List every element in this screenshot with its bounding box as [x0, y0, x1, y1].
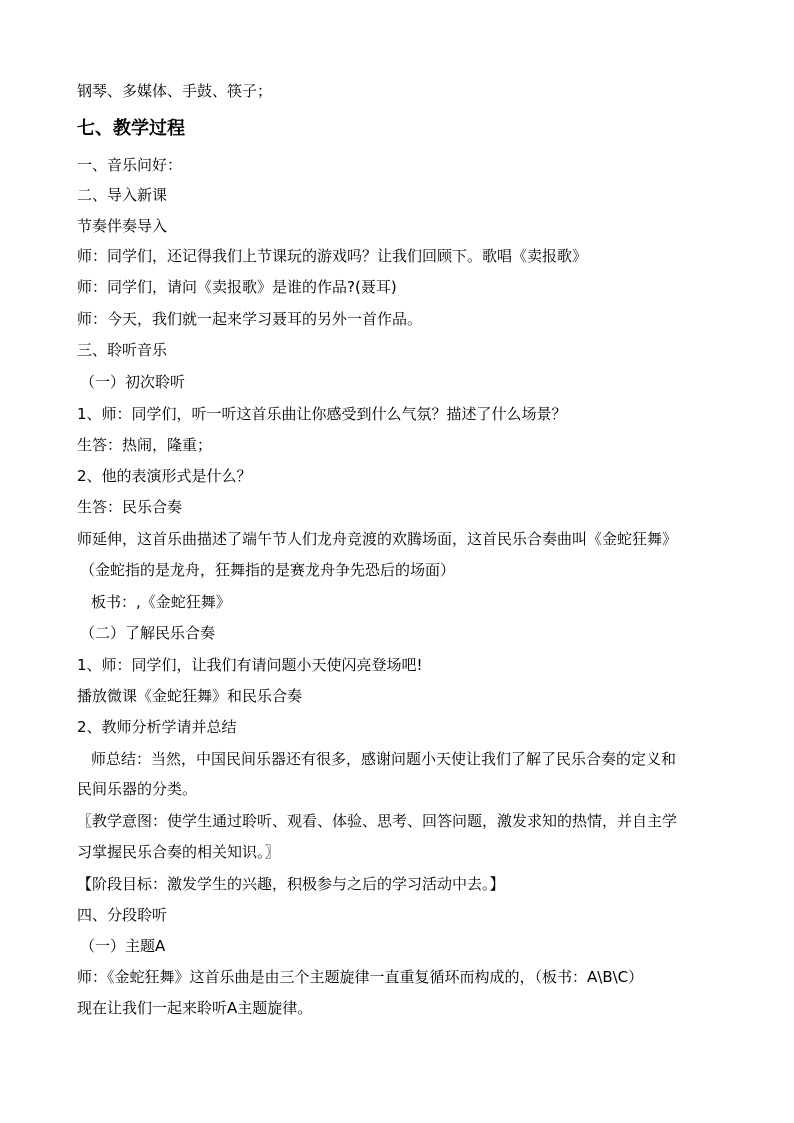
teacher-summary-line-2: 民间乐器的分类。	[77, 780, 198, 798]
question-line-2: 2、他的表演形式是什么？	[77, 467, 252, 485]
step-listening: 三、聆听音乐	[77, 341, 168, 359]
explanation-line: （金蛇指的是龙舟，狂舞指的是赛龙舟争先恐后的场面）	[80, 561, 456, 579]
stage-goal-line: 【阶段目标：激发学生的兴趣，积极参与之后的学习活动中去。】	[77, 875, 505, 893]
teacher-theme-line: 师：《金蛇狂舞》这首乐曲是由三个主题旋律一直重复循环而构成的，（板书：A\B\C）	[77, 968, 644, 986]
student-answer-2: 生答：民乐合奏	[77, 498, 183, 516]
subsection-theme-a: （一）主题A	[80, 937, 166, 955]
listen-theme-a-line: 现在让我们一起来聆听A主题旋律。	[77, 999, 313, 1017]
teaching-intent-line-2: 习掌握民乐合奏的相关知识。〗	[77, 843, 280, 861]
teacher-summary-line-1: 师总结：当然，中国民间乐器还有很多，感谢问题小天使让我们了解了民乐合奏的定义和	[91, 750, 677, 768]
step-introduction: 二、导入新课	[77, 186, 168, 204]
teacher-extension-line: 师延伸，这首乐曲描述了端午节人们龙舟竞渡的欢腾场面，这首民乐合奏曲叫《金蛇狂舞》	[77, 530, 678, 548]
play-microlesson-line: 播放微课《金蛇狂舞》和民乐合奏	[77, 687, 303, 705]
subsection-first-listening: （一）初次聆听	[80, 373, 186, 391]
teacher-analysis-line: 2、教师分析学请并总结	[77, 718, 237, 736]
materials-line: 钢琴、多媒体、手鼓、筷子；	[77, 82, 273, 100]
step-segment-listening: 四、分段聆听	[77, 906, 168, 924]
teacher-line-1: 师：同学们，还记得我们上节课玩的游戏吗？让我们回顾下。歌唱《卖报歌》	[77, 247, 588, 265]
question-line-1: 1、师：同学们，听一听这首乐曲让你感受到什么气氛？描述了什么场景？	[77, 405, 567, 423]
blackboard-line: 板书：,《金蛇狂舞》	[91, 593, 231, 611]
section-heading-teaching-process: 七、教学过程	[77, 118, 185, 139]
teacher-angel-line: 1、师：同学们，让我们有请问题小天使闪亮登场吧!	[77, 656, 423, 674]
teacher-line-3: 师：今天，我们就一起来学习聂耳的另外一首作品。	[77, 310, 423, 328]
teacher-line-2: 师：同学们，请问《卖报歌》是谁的作品?(聂耳)	[77, 278, 397, 296]
teaching-intent-line-1: 〖教学意图：使学生通过聆听、观看、体验、思考、回答问题，激发求知的热情，并自主学	[77, 812, 678, 830]
rhythm-intro-line: 节奏伴奏导入	[77, 217, 168, 235]
subsection-ensemble: （二）了解民乐合奏	[80, 624, 216, 642]
student-answer-1: 生答：热闹，隆重；	[77, 436, 213, 454]
step-greeting: 一、音乐问好：	[77, 156, 183, 174]
